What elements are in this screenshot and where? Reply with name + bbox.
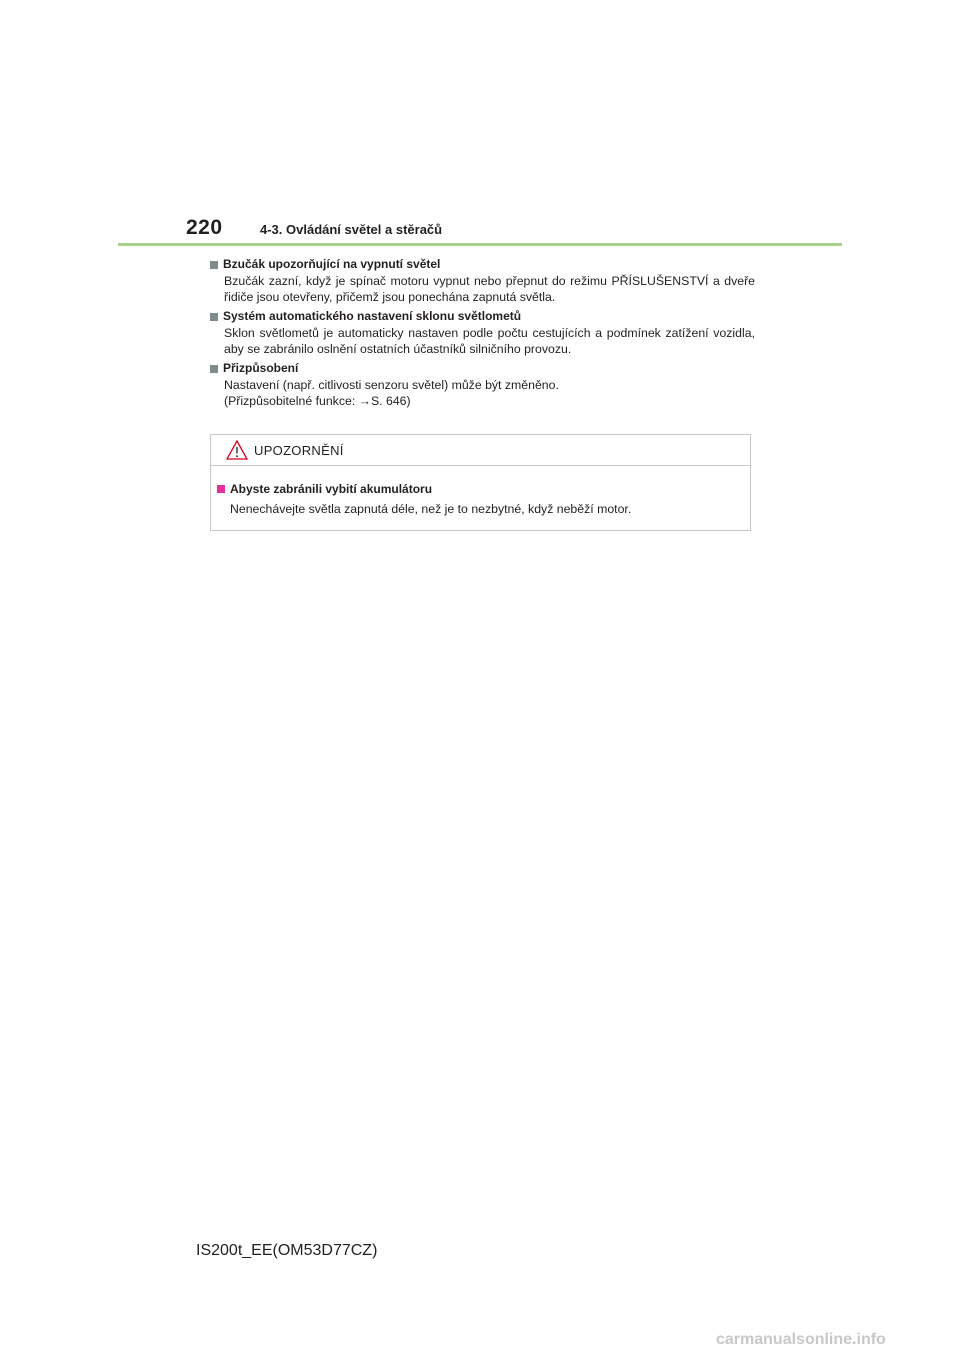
section-heading-text: Bzučák upozorňující na vypnutí světel	[223, 257, 441, 271]
warning-text: Nenechávejte světla zapnutá déle, než je to nezbytné, když neběží motor.	[230, 502, 632, 516]
section-heading-text: Přizpůsobení	[223, 361, 299, 375]
section-heading	[210, 256, 755, 273]
cross-reference-link[interactable]: (Přizpůsobitelné funkce: →S. 646)	[224, 394, 411, 408]
content	[210, 256, 755, 412]
square-bullet-icon	[210, 313, 218, 321]
page-number: 220	[186, 216, 223, 239]
document-code: IS200t_EE(OM53D77CZ)	[196, 1242, 378, 1259]
section-body	[224, 273, 755, 305]
section-body	[224, 377, 755, 409]
section-heading-text: Systém automatického nastavení sklonu světlometů	[223, 309, 522, 323]
square-bullet-icon	[210, 261, 218, 269]
warning-triangle-icon	[226, 440, 248, 460]
header-divider	[118, 243, 842, 246]
warning-header	[211, 435, 750, 466]
warning-title: UPOZORNĚNÍ	[254, 442, 344, 458]
section-heading	[210, 360, 755, 377]
warning-heading	[217, 481, 740, 497]
section-title: 4-3. Ovládání světel a stěračů	[260, 222, 443, 237]
warning-box	[210, 434, 751, 531]
warning-heading-text: Abyste zabránili vybití akumulátoru	[230, 482, 433, 496]
square-bullet-icon	[217, 485, 225, 493]
section-body	[224, 325, 755, 357]
section-customization	[210, 360, 755, 409]
section-buzzer	[210, 256, 755, 305]
warning-body	[211, 466, 750, 517]
section-paragraph: Bzučák zazní, když je spínač motoru vypnut nebo přepnut do režimu PŘÍSLUŠENSTVÍ a dveře řidiče jsou otevřeny, přičemž jsou ponechána zapnutá světla.	[224, 274, 755, 304]
square-bullet-icon	[210, 365, 218, 373]
section-paragraph: Nastavení (např. citlivosti senzoru světel) může být změněno.	[224, 378, 559, 392]
watermark: carmanualsonline.info	[716, 1331, 886, 1348]
section-headlight-leveling	[210, 308, 755, 357]
section-paragraph: Sklon světlometů je automaticky nastaven podle počtu cestujících a podmínek zatížení vozidla, aby se zabránilo oslnění ostatních účastníků silničního provozu.	[224, 326, 755, 356]
section-heading	[210, 308, 755, 325]
